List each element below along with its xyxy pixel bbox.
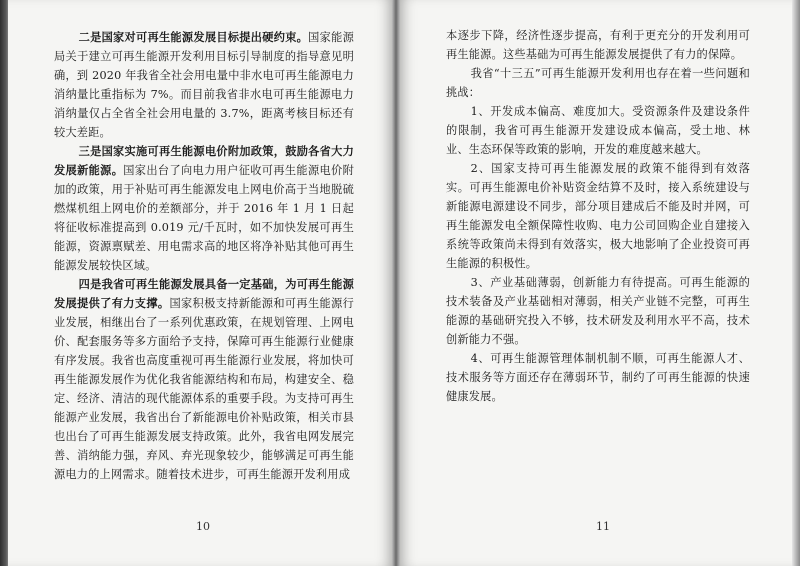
paragraph-lead: 三是国家实施可再生能源电价附加政策，鼓励各省大力发展新能源。 — [54, 144, 354, 177]
list-item: 1、开发成本偏高、难度加大。受资源条件及建设条件的限制，我省可再生能源开发建设成本偏高，受土地、林业、生态环保等政策的影响，开发的难度越来越大。 — [446, 105, 750, 156]
list-item: 2、国家支持可再生能源发展的政策不能得到有效落实。可再生能源电价补贴资金结算不及时，接入系统建设与新能源电源建设不同步，部分项目建成后不能及时并网，可再生能源发电全额保障性收购、电力公司回购企业自建接入系统等政策尚未得到有效落实，极大地影响了企业投资可再生能源的积极性。 — [446, 162, 750, 270]
right-page-text — [446, 26, 750, 406]
list-item: 4、可再生能源管理体制机制不顺，可再生能源人才、技术服务等方面还存在薄弱环节，制约了可再生能源的快速健康发展。 — [446, 352, 750, 403]
paragraph-body: 国家出台了向电力用户征收可再生能源电价附加的政策，用于补贴可再生能源发电上网电价高于当地脱硫燃煤机组上网电价的差额部分，并于 2016 年 1 月 1 日起将征收标准提高到 0.019 元/千瓦时，如不加快发展可再生能源，资源禀赋差、用电需求高的地区将净补贴其他可再生能源发展较快区域。 — [54, 164, 354, 272]
page-edge — [792, 0, 800, 566]
page-number: 10 — [196, 520, 210, 533]
right-page — [400, 0, 792, 566]
paragraph-continuation: 本逐步下降，经济性逐步提高，有利于更充分的开发利用可再生能源。这些基础为可再生能源发展提供了有力的保障。 — [446, 29, 750, 61]
paragraph-body: 国家积极支持新能源和可再生能源行业发展，相继出台了一系列优惠政策，在规划管理、上网电价、配套服务等多方面给予支持，保障可再生能源行业健康有序发展。我省也高度重视可再生能源行业发展，将加快可再生能源发展作为优化我省能源结构和布局，构建安全、稳定、经济、清洁的现代能源体系的重要手段。为支持可再生能源产业发展，我省出台了新能源电价补贴政策，相关市县也出台了可再生能源发展支持政策。此外，我省电网发展完善、消纳能力强，弃风、弃光现象较少，能够满足可再生能源电力的上网需求。随着技术进步，可再生能源开发利用成 — [54, 297, 354, 481]
paragraph-body: 国家能源局关于建立可再生能源开发利用目标引导制度的指导意见明确，到 2020 年我省全社会用电量中非水电可再生能源电力消纳量比重指标为 7%。而目前我省非水电可再生能源电力消纳量仅占全省全社会用电量的 3.7%，距离考核目标还有较大差距。 — [54, 31, 354, 139]
page-number: 11 — [596, 520, 610, 533]
list-item: 3、产业基础薄弱，创新能力有待提高。可再生能源的技术装备及产业基础相对薄弱，相关产业链不完整，可再生能源的基础研究投入不够，技术研发及利用水平不高，技术创新能力不强。 — [446, 276, 750, 346]
paragraph-price-surcharge — [54, 142, 354, 275]
book-gutter — [392, 0, 400, 566]
paragraph-intro: 我省“十三五”可再生能源开发利用也存在着一些问题和挑战： — [446, 67, 750, 99]
paragraph-province-foundation — [54, 275, 354, 484]
paragraph-lead: 二是国家对可再生能源发展目标提出硬约束。 — [78, 30, 309, 44]
paragraph-lead: 四是我省可再生能源发展具备一定基础，为可再生能源发展提供了有力支撑。 — [54, 277, 354, 310]
left-page-text — [54, 28, 354, 484]
paragraph-target-constraint — [54, 28, 354, 142]
left-page — [8, 0, 392, 566]
